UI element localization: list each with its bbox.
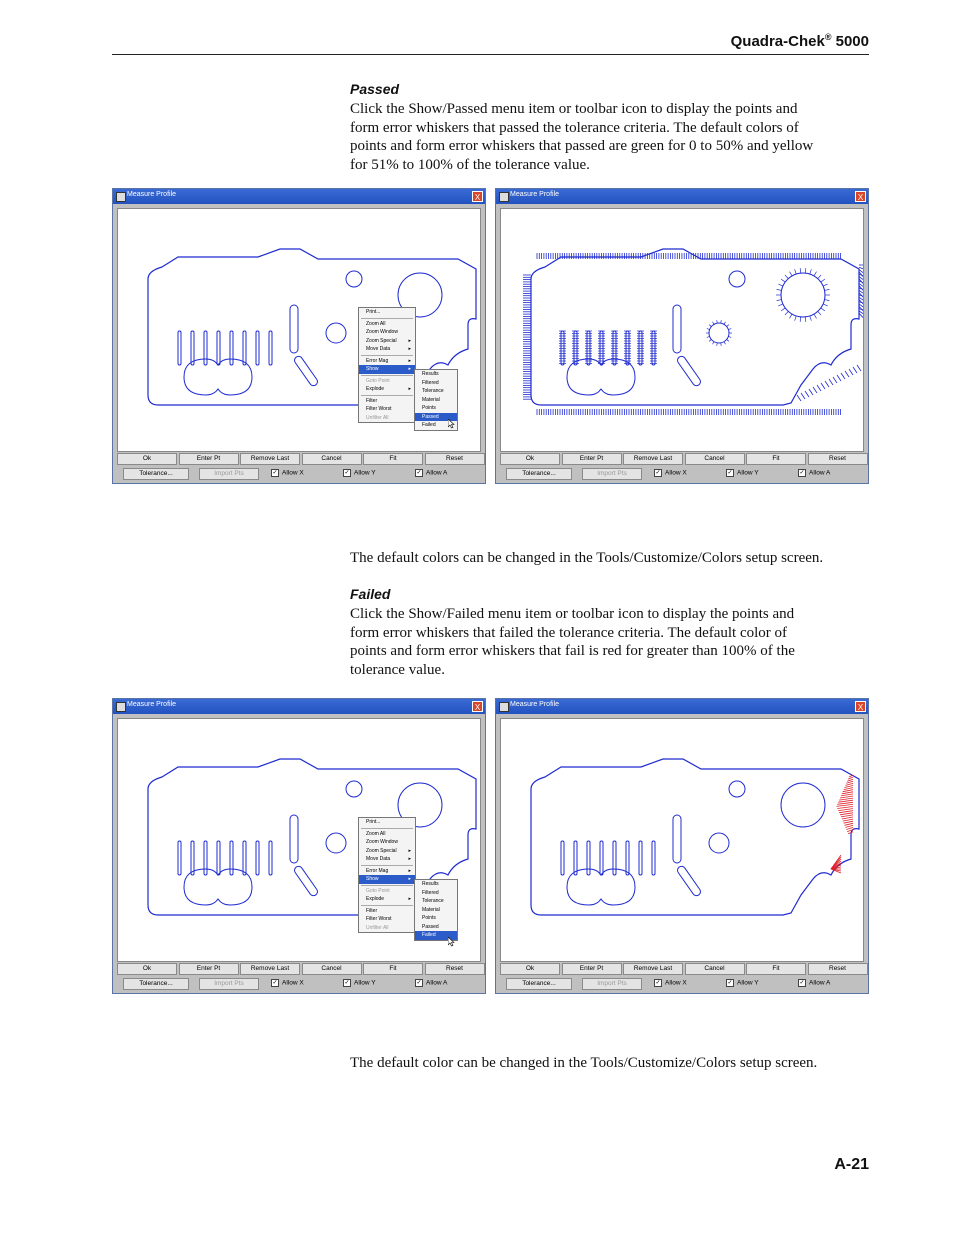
- allow-checkbox[interactable]: [654, 979, 687, 987]
- tolerance-button[interactable]: Tolerance...: [123, 468, 189, 480]
- menu-item-label: Goto Point: [366, 887, 390, 894]
- menu-item[interactable]: [359, 924, 415, 933]
- measure-profile-window[interactable]: [495, 698, 869, 994]
- profile-drawing: [501, 719, 864, 962]
- dialog-button[interactable]: Ok: [117, 963, 177, 975]
- checkbox-checked-icon[interactable]: ✓: [799, 470, 805, 476]
- allow-checkbox[interactable]: [271, 469, 304, 477]
- checkbox-checked-icon[interactable]: ✓: [344, 470, 350, 476]
- large-hole: [781, 783, 825, 827]
- para-line: form error whiskers that passed the tolerance criteria. The default colors of: [350, 120, 799, 136]
- dialog-button[interactable]: Enter Pt: [179, 963, 239, 975]
- allow-checkbox[interactable]: [343, 469, 376, 477]
- measure-profile-window[interactable]: [495, 188, 869, 484]
- long-slot-shape: [290, 305, 298, 353]
- tolerance-button[interactable]: Tolerance...: [506, 978, 572, 990]
- dialog-button[interactable]: Reset: [808, 453, 868, 465]
- dialog-button[interactable]: Cancel: [685, 963, 745, 975]
- measure-profile-window[interactable]: [112, 188, 486, 484]
- menu-item[interactable]: [359, 847, 415, 856]
- profile-drawing: [501, 209, 864, 452]
- dialog-button[interactable]: Remove Last: [240, 963, 300, 975]
- checkbox-label: Allow Y: [354, 469, 376, 477]
- import-pts-button[interactable]: Import Pts: [199, 468, 259, 480]
- slot-shape: [178, 331, 181, 365]
- tilt-slot-shape: [676, 865, 702, 897]
- menu-item[interactable]: [359, 377, 415, 386]
- menu-item[interactable]: [359, 320, 415, 329]
- close-button[interactable]: X: [472, 191, 483, 202]
- para-line: for 51% to 100% of the tolerance value.: [350, 157, 590, 173]
- allow-checkbox[interactable]: [798, 469, 830, 477]
- slot-shape: [652, 841, 655, 875]
- window-title: Measure Profile: [510, 701, 560, 708]
- allow-checkbox[interactable]: [726, 469, 759, 477]
- context-menu[interactable]: [358, 817, 416, 933]
- menu-item-label: Move Data: [366, 856, 391, 862]
- menu-item[interactable]: [359, 397, 415, 406]
- submenu-item[interactable]: [415, 923, 457, 932]
- window-titlebar[interactable]: [113, 189, 485, 204]
- submenu-item[interactable]: [415, 387, 457, 396]
- menu-separator: [361, 395, 413, 396]
- close-button[interactable]: X: [855, 701, 866, 712]
- menu-item[interactable]: [359, 818, 415, 827]
- menu-item-label: Filter Worst: [366, 916, 392, 922]
- window-system-icon[interactable]: [499, 192, 509, 202]
- submenu-item[interactable]: [415, 880, 457, 889]
- menu-item[interactable]: [359, 328, 415, 337]
- menu-item-label: Zoom Window: [366, 329, 398, 335]
- submenu-item-label: Tolerance: [422, 388, 444, 394]
- menu-item-label: Show: [366, 876, 379, 882]
- menu-item[interactable]: [359, 405, 415, 414]
- submenu-arrow-icon: ▸: [408, 856, 411, 862]
- dialog-button[interactable]: Ok: [500, 963, 560, 975]
- para-line: tolerance value.: [350, 662, 445, 678]
- dialog-button[interactable]: Remove Last: [240, 453, 300, 465]
- submenu-item-label: Failed: [422, 422, 436, 428]
- dialog-button[interactable]: Cancel: [685, 453, 745, 465]
- menu-item[interactable]: [359, 414, 415, 423]
- menu-item[interactable]: [359, 855, 415, 864]
- footer-note: The default colors can be changed in the Tools/Customize/Colors setup screen.: [350, 550, 824, 566]
- window-titlebar[interactable]: [113, 699, 485, 714]
- checkbox-label: Allow X: [665, 979, 687, 987]
- menu-item[interactable]: [359, 365, 415, 374]
- dialog-button[interactable]: Ok: [500, 453, 560, 465]
- allow-checkbox[interactable]: [415, 469, 447, 477]
- submenu-item[interactable]: [415, 906, 457, 915]
- submenu-item[interactable]: [415, 897, 457, 906]
- checkbox-label: Allow Y: [737, 979, 759, 987]
- para-line: form error whiskers that failed the tolerance criteria. The default color of: [350, 625, 788, 641]
- submenu-arrow-icon: ▸: [408, 386, 411, 392]
- menu-item[interactable]: [359, 345, 415, 354]
- checkbox-label: Allow Y: [737, 469, 759, 477]
- large-hole: [781, 273, 825, 317]
- menu-item-label: Error Mag: [366, 867, 389, 874]
- submenu-item-label: Points: [422, 405, 436, 411]
- tilt-slot-shape: [293, 865, 319, 897]
- checkbox-label: Allow A: [809, 979, 831, 987]
- small-hole: [729, 271, 745, 287]
- dialog-button[interactable]: Enter Pt: [562, 453, 622, 465]
- checkbox-checked-icon[interactable]: ✓: [727, 470, 733, 476]
- small-hole: [346, 271, 362, 287]
- menu-item-label: Error Mag: [366, 357, 389, 364]
- slot-shape: [178, 841, 181, 875]
- menu-item-label: Print...: [366, 819, 381, 825]
- dialog-button[interactable]: Fit: [746, 453, 806, 465]
- submenu-item[interactable]: [415, 379, 457, 388]
- profile-canvas[interactable]: [500, 208, 864, 452]
- window-title: Measure Profile: [510, 191, 560, 198]
- slot-shape: [204, 331, 207, 365]
- footer-note: The default color can be changed in the Tools/Customize/Colors setup screen.: [350, 1055, 818, 1071]
- checkbox-label: Allow X: [282, 469, 304, 477]
- slot-shape: [256, 841, 259, 875]
- menu-item-label: Zoom Window: [366, 839, 398, 845]
- window-title: Measure Profile: [127, 701, 177, 708]
- menu-item[interactable]: [359, 385, 415, 394]
- para-line: Click the Show/Passed menu item or toolbar icon to display the points and: [350, 101, 798, 117]
- menu-separator: [361, 318, 413, 319]
- dialog-button[interactable]: Cancel: [302, 453, 362, 465]
- checkbox-checked-icon[interactable]: ✓: [655, 470, 661, 476]
- para-line: Click the Show/Failed menu item or toolbar icon to display the points and: [350, 606, 795, 622]
- dialog-button[interactable]: Fit: [363, 453, 423, 465]
- tolerance-button[interactable]: Tolerance...: [123, 978, 189, 990]
- slot-shape: [256, 331, 259, 365]
- slot-shape: [561, 841, 564, 875]
- section-title-passed: Passed: [350, 81, 400, 97]
- long-slot-shape: [290, 815, 298, 863]
- menu-separator: [361, 375, 413, 376]
- profile-canvas[interactable]: [117, 718, 481, 962]
- mouse-cursor-icon: [448, 937, 456, 947]
- checkbox-checked-icon[interactable]: ✓: [272, 980, 278, 986]
- page-header: [112, 32, 869, 55]
- checkbox-checked-icon[interactable]: ✓: [416, 980, 422, 986]
- allow-checkbox[interactable]: [726, 979, 759, 987]
- menu-item-label: Zoom All: [366, 320, 386, 327]
- long-slot-shape: [673, 305, 681, 353]
- slot-shape: [191, 841, 194, 875]
- dialog-button[interactable]: Cancel: [302, 963, 362, 975]
- menu-item-label: Explode: [366, 386, 385, 392]
- menu-item-label: Zoom All: [366, 830, 386, 837]
- submenu-arrow-icon: ▸: [408, 346, 411, 352]
- part-outline: [531, 759, 859, 915]
- para-line: points and form error whiskers that fail is red for greater than 100% of the: [350, 643, 795, 659]
- checkbox-label: Allow A: [426, 979, 448, 987]
- slot-shape: [574, 841, 577, 875]
- dialog-button[interactable]: Reset: [425, 963, 485, 975]
- menu-separator: [361, 355, 413, 356]
- submenu-arrow-icon: ▸: [408, 896, 411, 902]
- menu-item-label: Zoom Special: [366, 337, 397, 344]
- menu-item[interactable]: [359, 867, 415, 876]
- window-titlebar[interactable]: [496, 189, 868, 204]
- submenu-arrow-icon: ▸: [408, 847, 411, 854]
- allow-checkbox[interactable]: [798, 979, 830, 987]
- window-title: Measure Profile: [127, 191, 177, 198]
- menu-separator: [361, 885, 413, 886]
- medium-hole: [709, 323, 729, 343]
- slot-shape: [230, 331, 233, 365]
- dialog-button[interactable]: Fit: [746, 963, 806, 975]
- submenu-item-label: Material: [422, 396, 440, 403]
- submenu-item[interactable]: [415, 396, 457, 405]
- submenu-item-label: Tolerance: [422, 898, 444, 904]
- submenu-item-label: Failed: [422, 932, 436, 938]
- section-title-failed: Failed: [350, 586, 391, 602]
- allow-checkbox[interactable]: [271, 979, 304, 987]
- checkbox-label: Allow A: [426, 469, 448, 477]
- menu-item[interactable]: [359, 308, 415, 317]
- submenu-item-label: Points: [422, 915, 436, 921]
- part-outline: [531, 249, 859, 405]
- window-system-icon[interactable]: [499, 702, 509, 712]
- menu-item[interactable]: [359, 357, 415, 366]
- window-system-icon[interactable]: [116, 192, 126, 202]
- profile-canvas[interactable]: [117, 208, 481, 452]
- slot-shape: [587, 841, 590, 875]
- slot-shape: [269, 331, 272, 365]
- medium-hole: [326, 323, 346, 343]
- import-pts-button[interactable]: Import Pts: [199, 978, 259, 990]
- submenu-item[interactable]: [415, 404, 457, 413]
- slot-shape: [217, 841, 220, 875]
- measure-profile-window[interactable]: [112, 698, 486, 994]
- page-number: A-21: [834, 1156, 869, 1173]
- close-button[interactable]: X: [472, 701, 483, 712]
- dialog-button[interactable]: Fit: [363, 963, 423, 975]
- dialog-button[interactable]: Reset: [808, 963, 868, 975]
- long-slot-shape: [673, 815, 681, 863]
- submenu-item[interactable]: [415, 914, 457, 923]
- slot-shape: [613, 841, 616, 875]
- slot-shape: [639, 841, 642, 875]
- submenu-item-label: Filtered: [422, 379, 439, 386]
- slot-shape: [243, 841, 246, 875]
- context-menu[interactable]: [358, 307, 416, 423]
- header-title: Quadra-Chek® 5000: [730, 32, 869, 50]
- checkbox-label: Allow X: [282, 979, 304, 987]
- submenu-arrow-icon: ▸: [408, 876, 411, 882]
- menu-item-label: Filter: [366, 397, 378, 404]
- menu-item-label: Filter Worst: [366, 406, 392, 412]
- mouse-cursor-icon: [448, 419, 456, 429]
- checkbox-checked-icon[interactable]: ✓: [799, 980, 805, 986]
- para-line: points and form error whiskers that passed are green for 0 to 50% and yellow: [350, 138, 814, 154]
- dialog-button[interactable]: Remove Last: [623, 453, 683, 465]
- tilt-slot-shape: [293, 355, 319, 387]
- menu-separator: [361, 865, 413, 866]
- dialog-button[interactable]: Ok: [117, 453, 177, 465]
- medium-hole: [709, 833, 729, 853]
- checkbox-checked-icon[interactable]: ✓: [655, 980, 661, 986]
- checkbox-label: Allow A: [809, 469, 831, 477]
- window-titlebar[interactable]: [496, 699, 868, 714]
- menu-item[interactable]: [359, 915, 415, 924]
- checkbox-label: Allow Y: [354, 979, 376, 987]
- window-system-icon[interactable]: [116, 702, 126, 712]
- menu-item-label: Print...: [366, 309, 381, 315]
- menu-item[interactable]: [359, 830, 415, 839]
- checkbox-checked-icon[interactable]: ✓: [727, 980, 733, 986]
- allow-checkbox[interactable]: [654, 469, 687, 477]
- menu-item-label: Explode: [366, 896, 385, 902]
- slot-shape: [600, 841, 603, 875]
- submenu-item-label: Results: [422, 371, 439, 377]
- allow-checkbox[interactable]: [415, 979, 447, 987]
- dialog-button[interactable]: Remove Last: [623, 963, 683, 975]
- checkbox-checked-icon[interactable]: ✓: [272, 470, 278, 476]
- submenu-arrow-icon: ▸: [408, 337, 411, 344]
- submenu-arrow-icon: ▸: [408, 366, 411, 372]
- menu-item[interactable]: [359, 875, 415, 884]
- checkbox-checked-icon[interactable]: ✓: [344, 980, 350, 986]
- menu-separator: [361, 905, 413, 906]
- medium-hole: [326, 833, 346, 853]
- slot-shape: [191, 331, 194, 365]
- submenu-item[interactable]: [415, 370, 457, 379]
- menu-item[interactable]: [359, 337, 415, 346]
- menu-item-label: Move Data: [366, 346, 391, 352]
- menu-item-label: Goto Point: [366, 377, 390, 384]
- menu-item-label: Unfilter All: [366, 414, 389, 421]
- checkbox-label: Allow X: [665, 469, 687, 477]
- show-submenu[interactable]: [414, 879, 458, 941]
- tolerance-button[interactable]: Tolerance...: [506, 468, 572, 480]
- menu-item[interactable]: [359, 838, 415, 847]
- slot-shape: [243, 331, 246, 365]
- close-button[interactable]: X: [855, 191, 866, 202]
- slot-shape: [204, 841, 207, 875]
- small-hole: [729, 781, 745, 797]
- submenu-item-label: Filtered: [422, 889, 439, 896]
- submenu-item-label: Passed: [422, 413, 439, 420]
- menu-item[interactable]: [359, 895, 415, 904]
- allow-checkbox[interactable]: [343, 979, 376, 987]
- dialog-button[interactable]: Reset: [425, 453, 485, 465]
- small-hole: [346, 781, 362, 797]
- menu-item-label: Filter: [366, 907, 378, 914]
- slot-shape: [269, 841, 272, 875]
- submenu-arrow-icon: ▸: [408, 867, 411, 874]
- dialog-button[interactable]: Enter Pt: [562, 963, 622, 975]
- submenu-arrow-icon: ▸: [408, 357, 411, 364]
- menu-separator: [361, 828, 413, 829]
- checkbox-checked-icon[interactable]: ✓: [416, 470, 422, 476]
- menu-item[interactable]: [359, 887, 415, 896]
- submenu-item[interactable]: [415, 889, 457, 898]
- menu-item[interactable]: [359, 907, 415, 916]
- tilt-slot-shape: [676, 355, 702, 387]
- submenu-item-label: Results: [422, 881, 439, 887]
- import-pts-button[interactable]: Import Pts: [582, 468, 642, 480]
- menu-item-label: Show: [366, 366, 379, 372]
- submenu-item-label: Passed: [422, 923, 439, 930]
- profile-canvas[interactable]: [500, 718, 864, 962]
- dialog-button[interactable]: Enter Pt: [179, 453, 239, 465]
- slot-shape: [230, 841, 233, 875]
- menu-item-label: Zoom Special: [366, 847, 397, 854]
- import-pts-button[interactable]: Import Pts: [582, 978, 642, 990]
- slot-shape: [217, 331, 220, 365]
- failed-whiskers: [831, 775, 853, 873]
- menu-item-label: Unfilter All: [366, 924, 389, 931]
- slot-shape: [626, 841, 629, 875]
- submenu-item-label: Material: [422, 906, 440, 913]
